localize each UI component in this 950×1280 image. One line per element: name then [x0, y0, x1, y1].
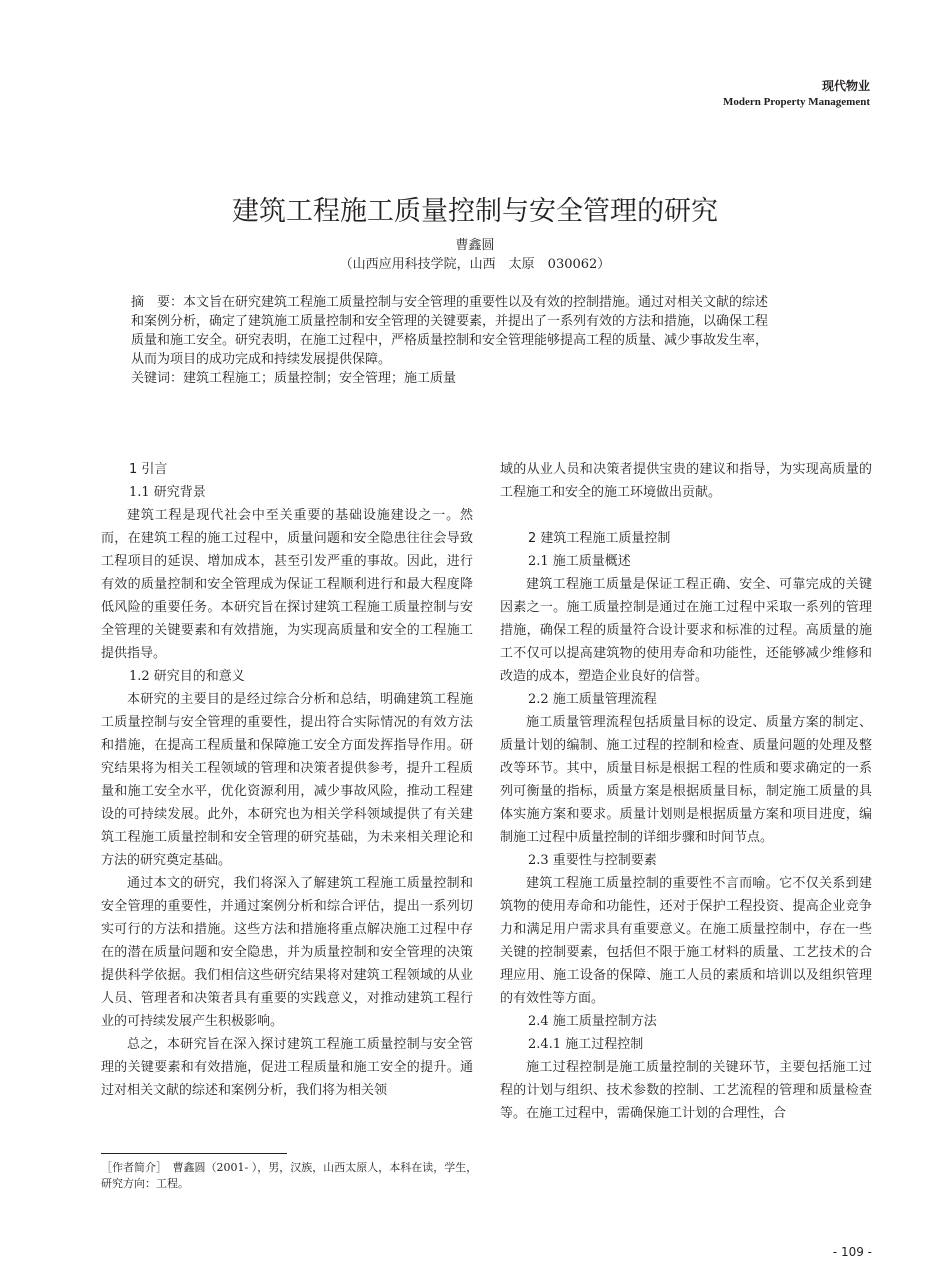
subsection-heading: 2.2 施工质量管理流程 [528, 692, 657, 707]
right-column [500, 458, 872, 1125]
abstract [131, 293, 851, 388]
author-affiliation: （山西应用科技学院，山西 太原 030062） [339, 257, 611, 272]
abstract-line: 从而为项目的成功完成和持续发展提供保障。 [131, 352, 392, 367]
paragraph: 本研究的主要目的是经过综合分析和总结，明确建筑工程施工质量控制与安全管理的重要性，提出符合实际情况的有效方法和措施，在提高工程质量和保障施工安全方面发挥指导作用。研究结果将为相关工程领域的管理和决策者提供参考，提升工程质量和施工安全水平，优化资源利用，减少事故风险，推动工程建设的可持续发展。此外，本研究也为相关学科领域提供了有关建筑工程施工质量控制和安全管理的研究基础，为未来相关理论和方法的研究奠定基础。 [101, 692, 473, 868]
abstract-line: 质量和施工安全。研究表明，在施工过程中，严格质量控制和安全管理能够提高工程的质量、减少事故发生率， [131, 333, 769, 348]
subsection-heading: 2.3 重要性与控制要素 [528, 853, 657, 868]
author-name: 曹鑫圆 [455, 238, 495, 253]
journal-header [723, 78, 870, 110]
abstract-line: 摘 要：本文旨在研究建筑工程施工质量控制与安全管理的重要性以及有效的控制措施。通过对相关文献的综述 [131, 295, 769, 310]
paragraph: 建筑工程施工质量控制的重要性不言而喻。它不仅关系到建筑物的使用寿命和功能性，还对于保护工程投资、提高企业竞争力和满足用户需求具有重要意义。在施工质量控制中，存在一些关键的控制要素，包括但不限于施工材料的质量、工艺技术的合理应用、施工设备的保障、施工人员的素质和培训以及组织管理的有效性等方面。 [500, 876, 872, 1006]
section-heading: 2 建筑工程施工质量控制 [528, 531, 671, 546]
paragraph-continued: 域的从业人员和决策者提供宝贵的建议和指导，为实现高质量的工程施工和安全的施工环境做出贡献。 [500, 462, 872, 500]
author-footnote: ［作者简介］ 曹鑫圆（2001- ），男，汉族，山西太原人，本科在读，学生，研究方向：工程。 [101, 1161, 478, 1190]
subsection-heading: 1.2 研究目的和意义 [129, 669, 245, 684]
page-number: - 109 - [832, 1245, 872, 1259]
subsection-heading: 2.1 施工质量概述 [528, 554, 631, 569]
subsubsection-heading: 2.4.1 施工过程控制 [528, 1037, 644, 1052]
journal-name-cn: 现代物业 [821, 79, 870, 93]
paragraph: 总之，本研究旨在深入探讨建筑工程施工质量控制与安全管理的关键要素和有效措施，促进工程质量和施工安全的提升。通过对相关文献的综述和案例分析，我们将为相关领 [101, 1037, 473, 1098]
section-heading: 1 引言 [129, 462, 168, 477]
paragraph: 施工质量管理流程包括质量目标的设定、质量方案的制定、质量计划的编制、施工过程的控制和检查、质量问题的处理及整改等环节。其中，质量目标是根据工程的性质和要求确定的一系列可衡量的指标，质量方案是根据质量目标，制定施工质量的具体实施方案和要求。质量计划则是根据质量方案和项目进度，编制施工过程中质量控制的详细步骤和时间节点。 [500, 715, 872, 845]
paragraph: 施工过程控制是施工质量控制的关键环节，主要包括施工过程的计划与组织、技术参数的控制、工艺流程的管理和质量检查等。在施工过程中，需确保施工计划的合理性，合 [500, 1060, 872, 1121]
journal-name-en: Modern Property Management [722, 96, 870, 108]
paper-title: 建筑工程施工质量控制与安全管理的研究 [232, 196, 718, 227]
subsection-heading: 1.1 研究背景 [129, 485, 206, 500]
footnote-divider [101, 1153, 287, 1154]
paragraph: 通过本文的研究，我们将深入了解建筑工程施工质量控制和安全管理的重要性，并通过案例分析和综合评估，提出一系列切实可行的方法和措施。这些方法和措施将重点解决施工过程中存在的潜在质量问题和安全隐患，并为质量控制和安全管理的决策提供科学依据。我们相信这些研究结果将对建筑工程领域的从业人员、管理者和决策者具有重要的实践意义，对推动建筑工程行业的可持续发展产生积极影响。 [101, 876, 473, 1029]
subsection-heading: 2.4 施工质量控制方法 [528, 1014, 657, 1029]
abstract-line: 和案例分析，确定了建筑施工质量控制和安全管理的关键要素，并提出了一系列有效的方法和措施，以确保工程 [131, 314, 769, 329]
spacer [500, 504, 872, 527]
paragraph: 建筑工程施工质量是保证工程正确、安全、可靠完成的关键因素之一。施工质量控制是通过在施工过程中采取一系列的管理措施，确保工程的质量符合设计要求和标准的过程。高质量的施工不仅可以提高建筑物的使用寿命和功能性，还能够减少维修和改造的成本，塑造企业良好的信誉。 [500, 577, 872, 684]
paragraph: 建筑工程是现代社会中至关重要的基础设施建设之一。然而，在建筑工程的施工过程中，质量问题和安全隐患往往会导致工程项目的延误、增加成本，甚至引发严重的事故。因此，进行有效的质量控制和安全管理成为保证工程顺利进行和最大程度降低风险的重要任务。本研究旨在探讨建筑工程施工质量控制与安全管理的关键要素和有效措施，为实现高质量和安全的工程施工提供指导。 [101, 508, 473, 661]
keywords: 关键词：建筑工程施工；质量控制；安全管理；施工质量 [131, 371, 457, 386]
left-column [101, 458, 473, 1102]
